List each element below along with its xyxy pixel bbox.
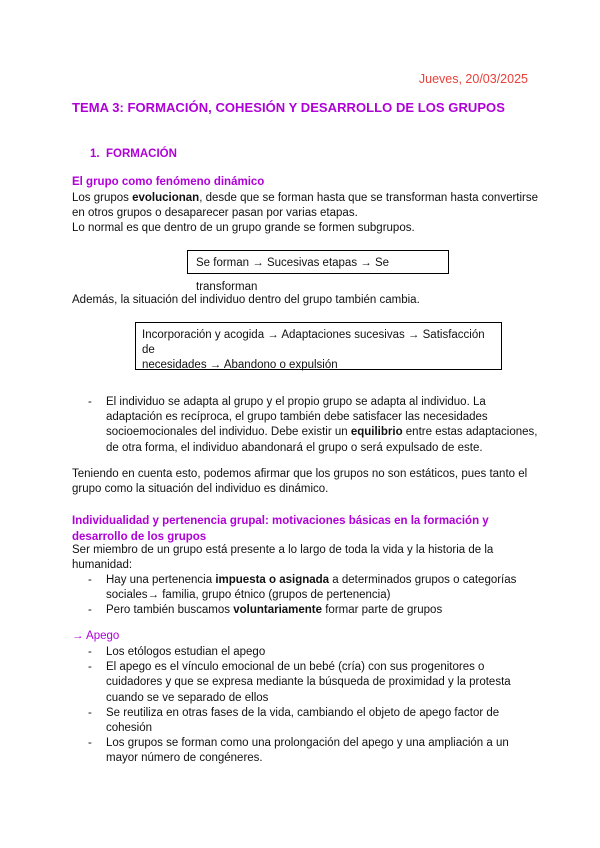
list-item: - El apego es el vínculo emocional de un bebé (cría) con sus progenitores o cuidadores y que se expresa mediante la búsqueda de proximidad y la protesta cuando se ve separado de ellos: [88, 660, 511, 706]
bullet-list-adaptacion: [88, 395, 538, 456]
list-item: - Se reutiliza en otras fases de la vida, cambiando el objeto de apego factor de cohesión: [88, 706, 511, 736]
list-item: - Hay una pertenencia impuesta o asignada a determinados grupos o categorías sociales→ familia, grupo étnico (grupos de pertenencia): [88, 573, 516, 603]
document-date: Jueves, 20/03/2025: [418, 72, 528, 86]
text-line: Los grupos evolucionan, desde que se forman hasta que se transforman hasta convertirse: [72, 192, 539, 204]
document-title: TEMA 3: FORMACIÓN, COHESIÓN Y DESARROLLO DE LOS GRUPOS: [72, 100, 505, 115]
list-item: - Los grupos se forman como una prolongación del apego y una ampliación a un mayor número de congéneres.: [88, 736, 511, 766]
box-line: necesidades → Abandono o expulsión: [142, 359, 338, 371]
bullet-list-pertenencia: [88, 573, 516, 619]
section-heading-formacion: [90, 148, 177, 160]
paragraph-situacion-individuo: Además, la situación del individuo dentro del grupo también cambia.: [72, 294, 420, 306]
section-label: FORMACIÓN: [106, 148, 177, 160]
paragraph-miembro: Ser miembro de un grupo está presente a lo largo de toda la vida y la historia de la humanidad:: [72, 544, 494, 572]
paragraph-evolucion: [72, 191, 538, 237]
list-item: - Pero también buscamos voluntariamente formar parte de grupos: [88, 603, 516, 618]
list-item: - Los etólogos estudian el apego: [88, 645, 511, 660]
subheading-apego: → Apego: [72, 630, 120, 642]
section-number: 1.: [90, 148, 100, 160]
subheading-individualidad: Individualidad y pertenencia grupal: motivaciones básicas en la formación y desarrollo de los grupos: [72, 515, 489, 543]
bullet-list-apego: [88, 645, 511, 767]
box-line: Incorporación y acogida → Adaptaciones sucesivas → Satisfacción de: [142, 329, 485, 356]
paragraph-conclusion: Teniendo en cuenta esto, podemos afirmar que los grupos no son estáticos, pues tanto el grupo como la situación del individuo es dinámico.: [72, 468, 528, 496]
text-line: Lo normal es que dentro de un grupo grande se formen subgrupos.: [72, 222, 415, 235]
individual-process-box: [135, 322, 502, 370]
subheading-grupo-dinamico: El grupo como fenómeno dinámico: [72, 176, 265, 188]
stages-box: Se forman → Sucesivas etapas → Se transforman: [187, 250, 449, 274]
list-item: - El individuo se adapta al grupo y el propio grupo se adapta al individuo. La adaptación es recíproca, el grupo también debe satisfacer las necesidades socioemocionales del individuo. Debe existir un equilibrio entre estas adaptaciones, de otra forma, el individuo abandonará el grupo o será expulsado de este.: [88, 395, 538, 456]
text-line: en otros grupos o desaparecer pasan por varias etapas.: [72, 207, 358, 220]
